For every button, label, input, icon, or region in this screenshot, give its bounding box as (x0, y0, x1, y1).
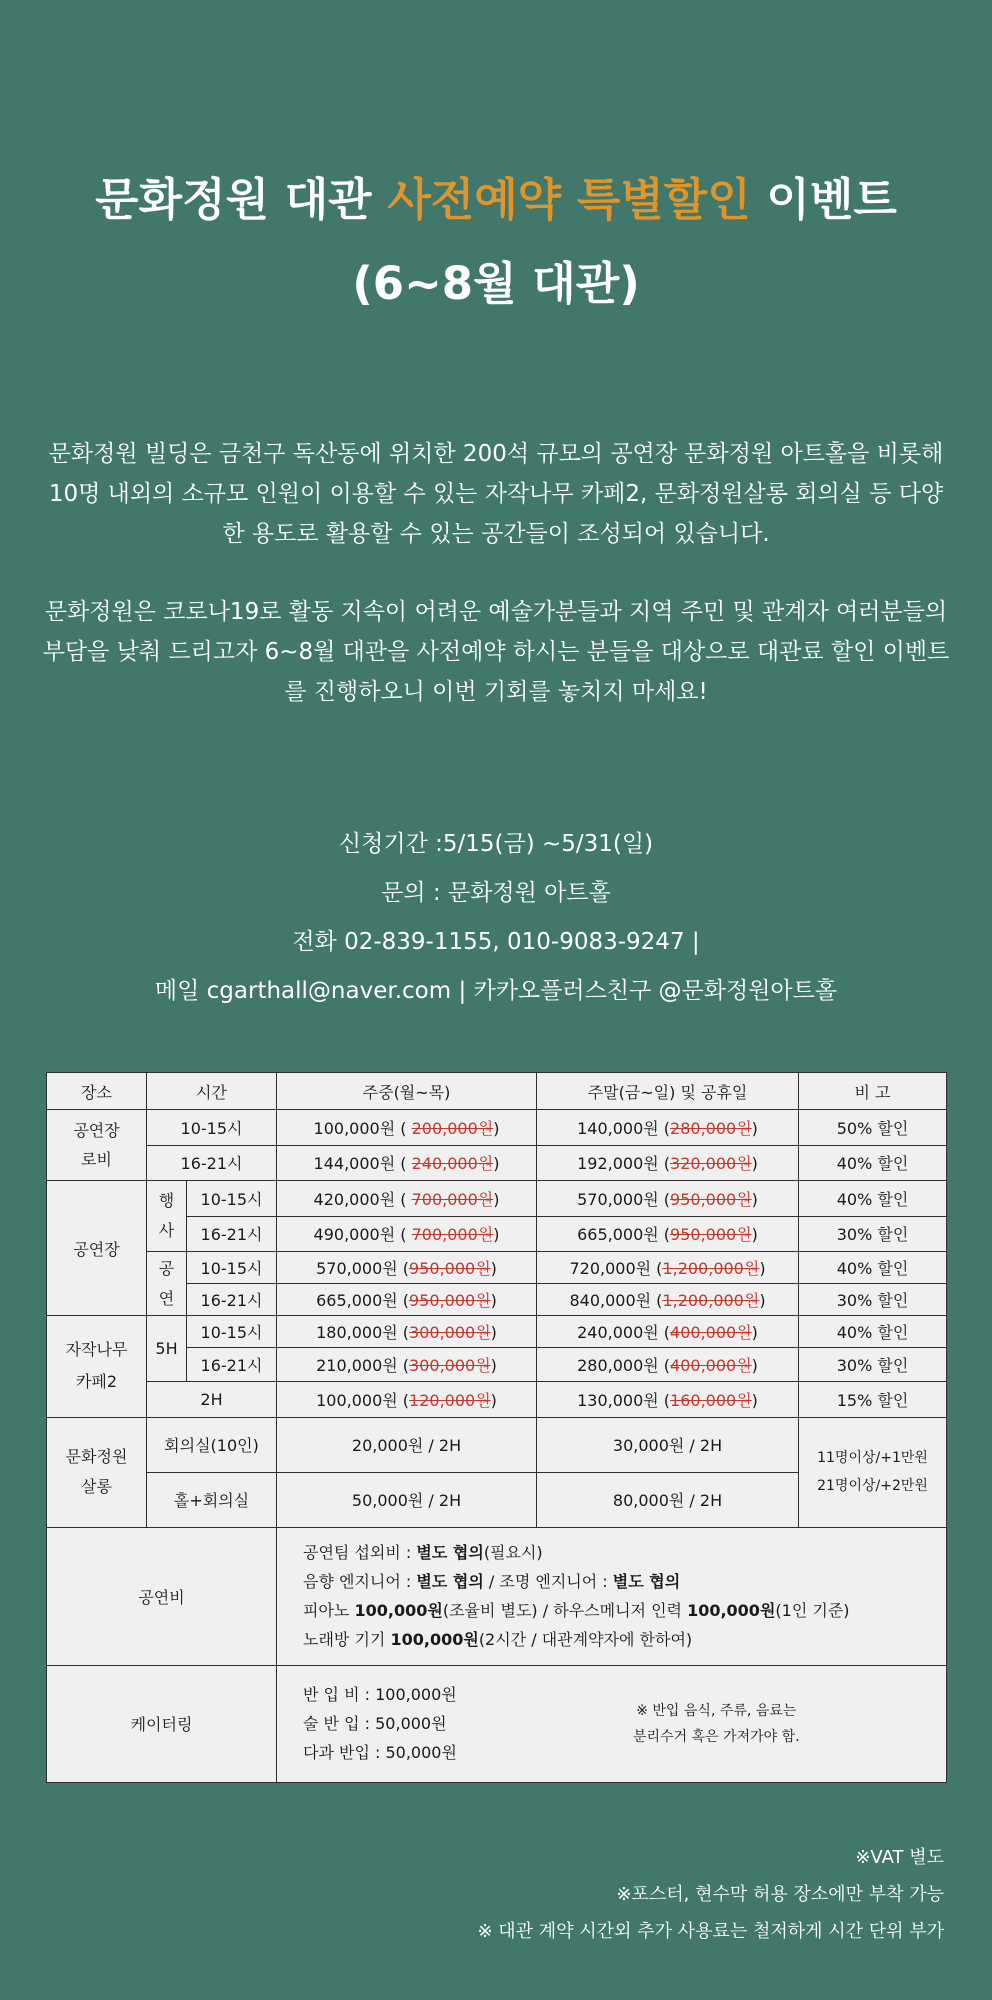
time-cell: 16-21시 (187, 1216, 277, 1252)
discount-note: 30% 할인 (799, 1284, 947, 1316)
weekend-price-cell: 140,000원 (280,000원) (537, 1110, 799, 1146)
weekday-price-cell: 50,000원 / 2H (277, 1472, 537, 1527)
discount-note: 50% 할인 (799, 1110, 947, 1146)
weekend-price-cell: 570,000원 (950,000원) (537, 1181, 799, 1217)
place-cafe: 자작나무 카페2 (47, 1316, 147, 1418)
salon-room: 홀+회의실 (147, 1472, 277, 1527)
catering-item: 반 입 비 : 100,000원 (303, 1685, 457, 1704)
table-row (47, 1417, 947, 1472)
weekend-price-cell: 280,000원 (400,000원) (537, 1348, 799, 1382)
time-cell: 10-15시 (187, 1252, 277, 1284)
catering-label: 케이터링 (47, 1665, 277, 1782)
weekend-price-cell: 720,000원 (1,200,000원) (537, 1252, 799, 1284)
original-price: 160,000원 (670, 1390, 752, 1410)
table-row (47, 1316, 947, 1348)
weekend-price-cell: 130,000원 (160,000원) (537, 1382, 799, 1418)
title-prefix: 문화정원 대관 (95, 173, 388, 226)
catering-details (277, 1665, 947, 1782)
table-row-catering (47, 1665, 947, 1782)
weekend-price-cell: 80,000원 / 2H (537, 1472, 799, 1527)
rental-price-table (46, 1072, 947, 1783)
place-salon: 문화정원 살롱 (47, 1417, 147, 1527)
hall-event-label: 행 사 (147, 1181, 187, 1252)
weekend-price-cell: 30,000원 / 2H (537, 1417, 799, 1472)
weekend-price-cell: 192,000원 (320,000원) (537, 1145, 799, 1181)
discount-note: 40% 할인 (799, 1145, 947, 1181)
page-title (0, 158, 992, 326)
header-time: 시간 (147, 1073, 277, 1110)
header-weekday: 주중(월~목) (277, 1073, 537, 1110)
salon-room: 회의실(10인) (147, 1417, 277, 1472)
original-price: 700,000원 (411, 1189, 494, 1209)
intro-paragraph-2: 문화정원은 코로나19로 활동 지속이 어려운 예술가분들과 지역 주민 및 관계자 여러분들의 부담을 낮춰 드리고자 6~8월 대관을 사전예약 하시는 분들을 대상으로 대관료 할인 이벤트를 진행하오니 이번 기회를 놓치지 마세요! (42, 599, 950, 705)
discount-note: 30% 할인 (799, 1348, 947, 1382)
title-suffix: 이벤트 (750, 173, 897, 226)
table-row (47, 1382, 947, 1418)
contact-info (0, 820, 992, 1016)
header-place: 장소 (47, 1073, 147, 1110)
weekday-price-cell: 100,000원 ( 200,000원) (277, 1110, 537, 1146)
time-cell: 10-15시 (187, 1316, 277, 1348)
time-cell: 10-15시 (147, 1110, 277, 1146)
original-price: 950,000원 (670, 1189, 752, 1209)
original-price: 400,000원 (670, 1356, 752, 1375)
weekend-price-cell: 840,000원 (1,200,000원) (537, 1284, 799, 1316)
place-hall: 공연장 (47, 1181, 147, 1316)
original-price: 240,000원 (411, 1154, 494, 1174)
salon-note: 11명이상/+1만원 21명이상/+2만원 (799, 1417, 947, 1527)
application-period: 신청기간 :5/15(금) ~5/31(일) (338, 831, 654, 857)
weekend-price-cell: 665,000원 (950,000원) (537, 1216, 799, 1252)
original-price: 700,000원 (411, 1225, 494, 1245)
time-cell: 16-21시 (187, 1348, 277, 1382)
table-row (47, 1145, 947, 1181)
weekday-price-cell: 20,000원 / 2H (277, 1417, 537, 1472)
weekday-price-cell: 570,000원 (950,000원) (277, 1252, 537, 1284)
original-price: 320,000원 (670, 1154, 752, 1174)
table-row (47, 1110, 947, 1146)
hall-performance-label: 공 연 (147, 1252, 187, 1316)
original-price: 120,000원 (409, 1390, 491, 1410)
weekday-price-cell: 665,000원 (950,000원) (277, 1284, 537, 1316)
time-cell: 16-21시 (187, 1284, 277, 1316)
catering-item: 술 반 입 : 50,000원 (303, 1714, 447, 1733)
weekday-price-cell: 490,000원 ( 700,000원) (277, 1216, 537, 1252)
inquiry-text: 문의 : 문화정원 아트홀 (381, 880, 611, 906)
table-header-row (47, 1073, 947, 1110)
header-weekend: 주말(금~일) 및 공휴일 (537, 1073, 799, 1110)
intro-paragraph-1: 문화정원 빌딩은 금천구 독산동에 위치한 200석 규모의 공연장 문화정원 아트홀을 비롯해 10명 내외의 소규모 인원이 이용할 수 있는 자작나무 카페2, 문화정원살롱 회의실 등 다양한 용도로 활용할 수 있는 공간들이 조성되어 있습니다. (48, 441, 944, 547)
catering-note: ※ 반입 음식, 주류, 음료는 분리수거 혹은 가져가야 함. (633, 1702, 800, 1745)
original-price: 1,200,000원 (662, 1259, 760, 1278)
original-price: 300,000원 (409, 1323, 491, 1342)
original-price: 300,000원 (409, 1356, 491, 1375)
cafe-5h-label: 5H (147, 1316, 187, 1382)
title-highlight: 사전예약 특별할인 (387, 173, 751, 226)
table-row (47, 1181, 947, 1217)
title-line-1 (0, 158, 992, 242)
catering-item: 다과 반입 : 50,000원 (303, 1743, 457, 1762)
original-price: 200,000원 (411, 1118, 494, 1138)
header-note: 비 고 (799, 1073, 947, 1110)
weekday-price-cell: 144,000원 ( 240,000원) (277, 1145, 537, 1181)
original-price: 400,000원 (670, 1323, 752, 1342)
weekday-price-cell: 210,000원 (300,000원) (277, 1348, 537, 1382)
discount-note: 40% 할인 (799, 1252, 947, 1284)
table-row-performance-fee (47, 1527, 947, 1665)
time-cell: 16-21시 (147, 1145, 277, 1181)
discount-note: 40% 할인 (799, 1316, 947, 1348)
performance-fee-label: 공연비 (47, 1527, 277, 1665)
performance-fee-details: 공연팀 섭외비 : 별도 협의(필요시) 음향 엔지니어 : 별도 협의 / 조명 엔지니어 : 별도 협의 피아노 100,000원(조율비 별도) / 하우스메니저 인력 100,000원(1인 기준) 노래방 기기 100,000원(2시간 / 대관계약자에 한하여) (277, 1527, 947, 1665)
original-price: 1,200,000원 (662, 1291, 760, 1310)
table-row (47, 1252, 947, 1284)
original-price: 280,000원 (670, 1118, 752, 1138)
title-line-2: (6~8월 대관) (352, 257, 640, 310)
weekday-price-cell: 420,000원 ( 700,000원) (277, 1181, 537, 1217)
footer-overtime: ※ 대관 계약 시간외 추가 사용료는 철저하게 시간 단위 부가 (477, 1921, 944, 1942)
original-price: 950,000원 (409, 1291, 491, 1310)
discount-note: 30% 할인 (799, 1216, 947, 1252)
phone-text: 전화 02-839-1155, 010-9083-9247 | (292, 929, 700, 955)
weekday-price-cell: 100,000원 (120,000원) (277, 1382, 537, 1418)
original-price: 950,000원 (409, 1259, 491, 1278)
footer-poster: ※포스터, 현수막 허용 장소에만 부착 가능 (616, 1884, 944, 1905)
footer-vat: ※VAT 별도 (855, 1847, 944, 1868)
time-cell: 2H (147, 1382, 277, 1418)
discount-note: 15% 할인 (799, 1382, 947, 1418)
mail-text: 메일 cgarthall@naver.com | 카카오플러스친구 @문화정원아트홀 (154, 978, 838, 1004)
weekday-price-cell: 180,000원 (300,000원) (277, 1316, 537, 1348)
place-lobby: 공연장 로비 (47, 1110, 147, 1181)
weekend-price-cell: 240,000원 (400,000원) (537, 1316, 799, 1348)
footer-notes (478, 1839, 945, 1950)
time-cell: 10-15시 (187, 1181, 277, 1217)
original-price: 950,000원 (670, 1225, 752, 1245)
discount-note: 40% 할인 (799, 1181, 947, 1217)
